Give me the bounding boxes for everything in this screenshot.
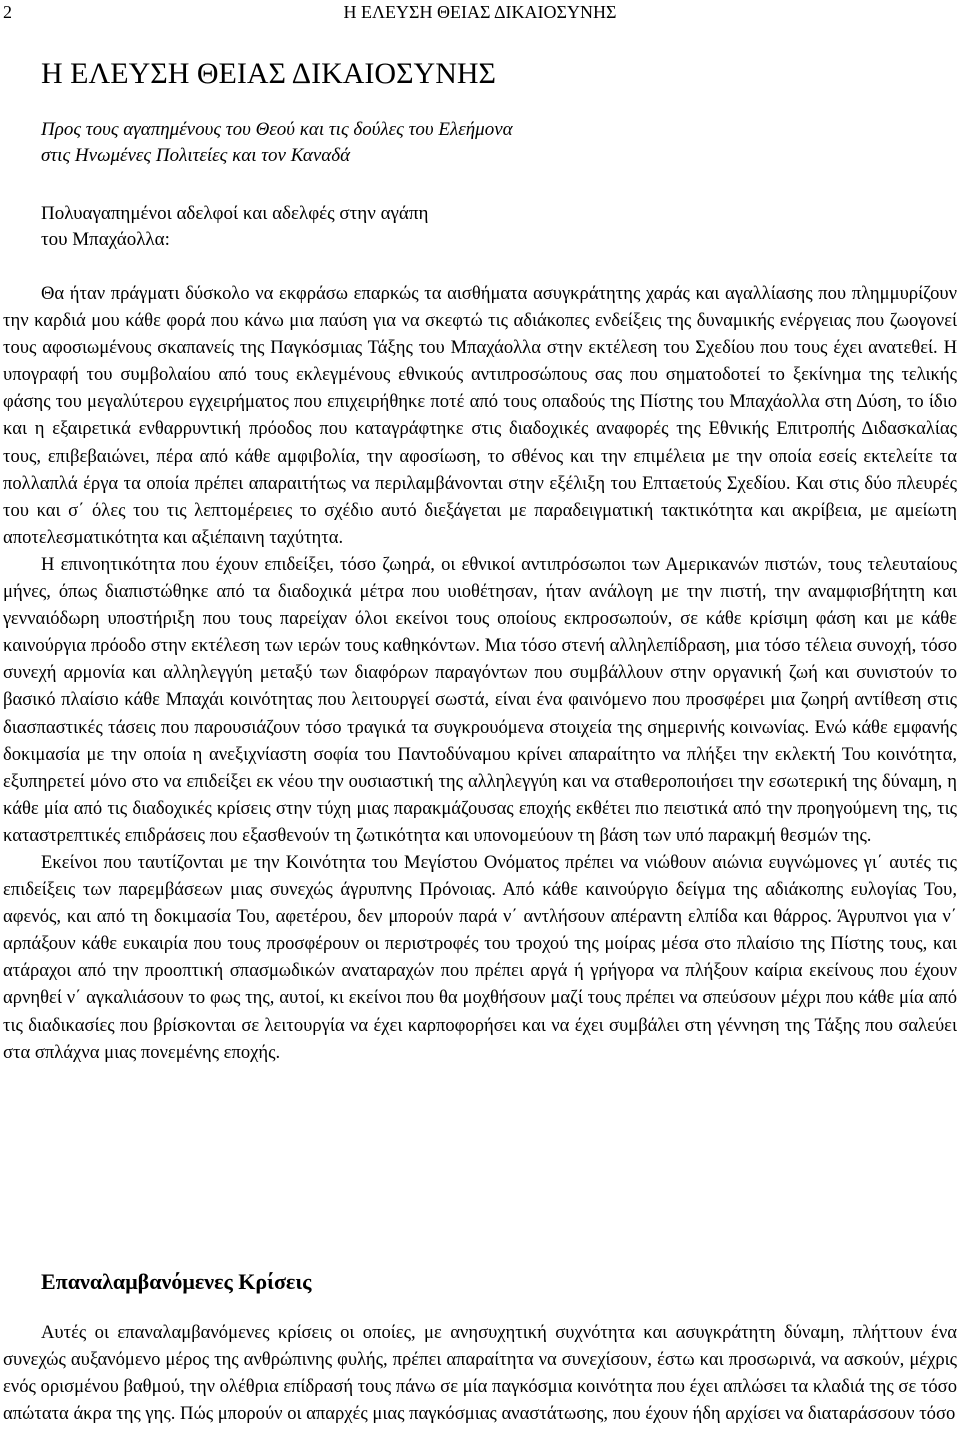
page-number: 2	[3, 2, 12, 22]
running-title: Η ΕΛΕΥΣΗ ΘΕΙΑΣ ΔΙΚΑΙΟΣΥΝΗΣ	[343, 2, 617, 22]
salutation-line: του Μπαχάολλα:	[41, 229, 170, 250]
body-paragraph: Θα ήταν πράγματι δύσκολο να εκφράσω επαρκώς τα αισθήματα ασυγκράτητης χαράς και αγαλλίασης που πλημμυρίζουν την καρδιά μου κάθε φορά που κάνω μια παύση για να σκεφτώ τις αδιάκοπες ενδείξεις της δυναμικής ενέργειας που ζωογονεί τους αφοσιωμένους σκαπανείς της Παγκόσμιας Τάξης του Μπαχάολλα στην εκτέλεση του Σχεδίου που τους έχει ανατεθεί. Η υπογραφή του συμβολαίου από τους εκλεγμένους εθνικούς αντιπροσώπους σας που σηματοδοτεί το ξεκίνημα της τελικής φάσης του μεγαλύτερου εγχειρήματος που επιχειρήθηκε ποτέ από τους οπαδούς της Πίστης του Μπαχάολλα στη Δύση, το ίδιο και η εξαιρετικά ενθαρρυντική πρόοδος που καταγράφτηκε στις διαδοχικές αναφορές της Εθνικής Επιτροπής Διδασκαλίας τους, επιβεβαιώνει, πέρα από κάθε αμφιβολία, την αφοσίωση, το σθένος και την επιμέλεια με την οποία εσείς εκτελείτε τα πολλαπλά έργα τα οποία πρέπει απαραιτήτως να περιλαμβάνονται στην εξέλιξη του Επταετούς Σχεδίου. Και στις δύο πλευρές του και σ΄ όλες του τις λεπτομέρειες το σχέδιο αυτό διεξάγεται με παραδειγματική τακτικότητα και ακρίβεια, με αμείωτη αποτελεσματικότητα και αξιέπαινη ταχύτητα.	[3, 283, 957, 548]
running-header	[0, 0, 960, 28]
salutation-line: Πολυαγαπημένοι αδελφοί και αδελφές στην αγάπη	[41, 203, 429, 224]
body-paragraph: Η επινοητικότητα που έχουν επιδείξει, τόσο ζωηρά, οι εθνικοί αντιπρόσωποι των Αμερικανών πιστών, τους τελευταίους μήνες, όπως διαπιστώθηκε από τα διαδοχικά μέτρα που υιοθέτησαν, ήταν ανάλογη με την πιστή, την αναμφισβήτητη και γενναιόδωρη υποστήριξη που τους παρείχαν όλοι εκείνοι τους οποίους εκπροσωπούν, σε κάθε κρίσιμη φάση και με κάθε καινούργια πρόοδο στην εκτέλεση των ιερών τους καθηκόντων. Μια τόσο στενή αλληλεπίδραση, μια τόσο τέλεια συνοχή, τόσο συνεχή αρμονία και αλληλεγγύη μεταξύ των διαφόρων παραγόντων που συμβάλλουν στην οργανική ζωή και συνιστούν το βασικό πλαίσιο κάθε Μπαχάι κοινότητας που λειτουργεί σωστά, είναι ένα φαινόμενο που προσφέρει μια ζωηρή αντίθεση στις διασπαστικές τάσεις που παρουσιάζουν τόσο τραγικά τα συγκρουόμενα στοιχεία της σημερινής κοινωνίας. Ενώ κάθε εμφανής δοκιμασία με την οποία η ανεξιχνίαστη σοφία του Παντοδύναμου κρίνει απαραίτητο να πλήξει την εκλεκτή Του κοινότητα, εξυπηρετεί μόνο στο να επιδείξει εκ νέου την ουσιαστική της αλληλεγγύη και να σταθεροποιήσει την εσωτερική της δύναμη, η κάθε μία από τις διαδοχικές κρίσεις στην τύχη μιας παρακμάζουσας εποχής εκθέτει πιο πειστικά από την προηγούμενη της, τις καταστρεπτικές επιδράσεις που εξασθενούν τη ζωτικότητα και υπονομεύουν τη βάση των υπό παρακμή θεσμών της.	[3, 553, 957, 846]
salutation-block	[41, 201, 941, 253]
addressee-line: στις Ηνωμένες Πολιτείες και τον Καναδά	[41, 145, 351, 166]
body-paragraph: Εκείνοι που ταυτίζονται με την Κοινότητα του Μεγίστου Ονόματος πρέπει να νιώθουν αιώνια ευγνώμονες γι΄ αυτές τις επιδείξεις των παρεμβάσεων μιας συνεχώς άγρυπνης Πρόνοιας. Από κάθε καινούργιο δείγμα της αδιάκοπης ευλογίας Του, αφενός, και από τη δοκιμασία Του, αφετέρου, δεν μπορούν παρά ν΄ αντλήσουν απέραντη ελπίδα και θάρρος. Άγρυπνοι για ν΄ αρπάξουν κάθε ευκαιρία που τους προσφέρουν οι περιστροφές του τροχού της μοίρας μέσα στο πλαίσιο της Πίστης τους, και ατάραχοι από την προοπτική σπασμωδικών αναταραχών που πρέπει αργά ή γρήγορα να πλήξουν καίρια εκείνους που έχουν αρνηθεί ν΄ αγκαλιάσουν το φως της, αυτοί, κι εκείνοι που θα μοχθήσουν μαζί τους πρέπει να σπεύσουν μέχρι που κάθε μία από τις διαδικασίες που βρίσκονται σε λειτουργία να έχει καρποφορήσει και να έχει συμβάλει στη γέννηση της Τάξης που σαλεύει στα σπλάχνα μιας πονεμένης εποχής.	[3, 851, 957, 1063]
addressee-line: Προς τους αγαπημένους του Θεού και τις δούλες του Ελεήμονα	[41, 119, 513, 140]
section-heading: Επαναλαμβανόμενες Κρίσεις	[41, 1269, 312, 1294]
section-paragraph: Αυτές οι επαναλαμβανόμενες κρίσεις οι οποίες, με ανησυχητική συχνότητα και ασυγκράτητη δύναμη, πλήττουν ένα συνεχώς αυξανόμενο μέρος της ανθρώπινης φυλής, πρέπει απαραίτητα να συνεχίσουν, έστω και προσωρινά, να ασκούν, μέχρις ενός ορισμένου βαθμού, την ολέθρια επίδρασή τους πάνω σε μία παγκόσμια κοινότητα που έχει απλώσει τα κλαδιά της σε τόσο απώτατα άκρα της γης. Πώς μπορούν οι απαρχές μιας παγκόσμιας αναστάτωσης, που έχουν ήδη αρχίσει να διαταράσσουν τόσο	[3, 1322, 957, 1425]
addressee-block	[41, 117, 941, 169]
document-title: Η ΕΛΕΥΣΗ ΘΕΙΑΣ ΔΙΚΑΙΟΣΥΝΗΣ	[41, 57, 496, 90]
section-body	[3, 1319, 957, 1427]
letter-body	[3, 280, 957, 1066]
